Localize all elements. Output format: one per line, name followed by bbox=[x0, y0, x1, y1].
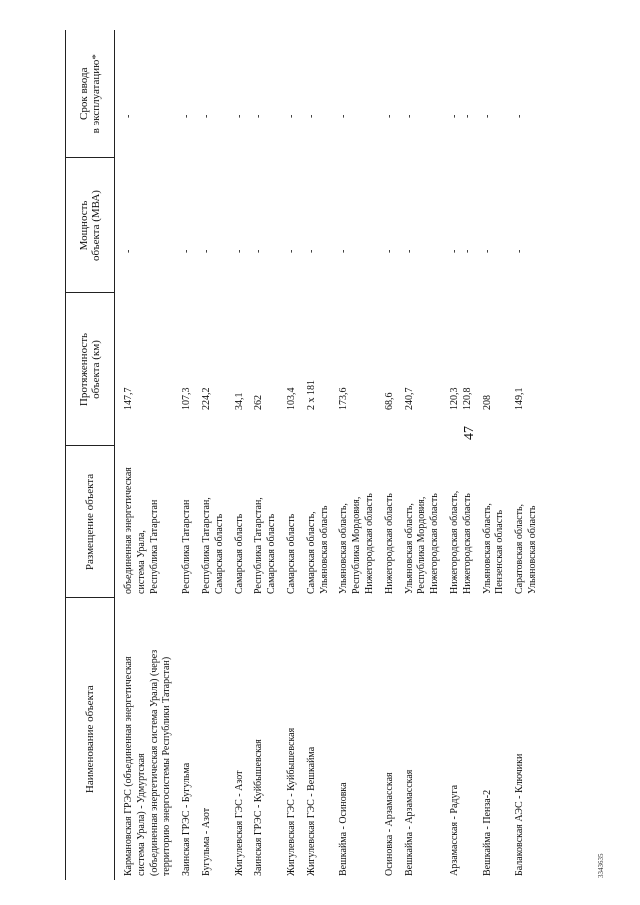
cell-commissioning-term: - bbox=[181, 114, 193, 118]
cell-object-length: 240,7 bbox=[403, 387, 415, 410]
cell-object-power: - bbox=[514, 249, 526, 253]
cell-object-power: - bbox=[285, 249, 297, 253]
table-row bbox=[338, 30, 383, 880]
cell-object-power: - bbox=[383, 249, 395, 253]
cell-commissioning-term: - - bbox=[448, 114, 473, 118]
cell-object-name: Заинская ГРЭС - Бугульма bbox=[181, 762, 193, 876]
header-object-location: Размещение объекта bbox=[66, 446, 115, 598]
table-row bbox=[404, 30, 449, 880]
cell-commissioning-term: - bbox=[123, 114, 134, 118]
cell-object-name: Вешкайма - Арзамасская bbox=[403, 769, 415, 876]
cell-object-name: Жигулевская ГЭС - Азот bbox=[233, 770, 245, 876]
cell-object-name: Осиновка - Арзамасская bbox=[383, 772, 395, 876]
cell-object-length: 68,6 bbox=[383, 392, 395, 410]
cell-object-location: Самарская область bbox=[285, 513, 297, 594]
page-number: 47 bbox=[462, 426, 477, 440]
table-header bbox=[66, 30, 115, 880]
cell-object-power: - bbox=[123, 249, 134, 253]
cell-object-power: - bbox=[403, 249, 415, 253]
rotated-table-container bbox=[65, 30, 565, 880]
table-row bbox=[449, 30, 482, 880]
cell-commissioning-term: - bbox=[253, 114, 265, 118]
table-row bbox=[286, 30, 306, 880]
cell-object-length: 208 bbox=[481, 395, 493, 410]
table-row bbox=[234, 30, 254, 880]
cell-object-location: Республика Татарстан bbox=[181, 499, 193, 594]
cell-object-length: 120,3 120,8 bbox=[448, 387, 473, 410]
cell-object-name: Жигулевская ГЭС - Вешкайма bbox=[305, 746, 317, 876]
cell-commissioning-term: - bbox=[514, 114, 526, 118]
header-commissioning-term: Срок ввода в эксплуатацию* bbox=[66, 30, 115, 158]
table-row bbox=[384, 30, 404, 880]
table-row bbox=[253, 30, 286, 880]
cell-object-name: Жигулевская ГЭС - Куйбышевская bbox=[285, 727, 297, 876]
table-row bbox=[181, 30, 201, 880]
cell-object-name: Арзамасская - Радуга bbox=[448, 784, 460, 876]
cell-object-location: Ульяновская область, Пензенская область bbox=[481, 503, 506, 594]
cell-object-location: Саратовская область, Ульяновская область bbox=[514, 503, 538, 594]
cell-object-power: - bbox=[253, 249, 265, 253]
cell-object-length: 149,1 bbox=[514, 387, 526, 410]
cell-object-length: 262 bbox=[253, 395, 265, 410]
cell-commissioning-term: - bbox=[233, 114, 245, 118]
cell-object-location: Самарская область bbox=[233, 513, 245, 594]
cell-commissioning-term: - bbox=[481, 114, 493, 118]
cell-object-power: - bbox=[481, 249, 493, 253]
cell-object-name: Вешкайма - Осиновка bbox=[338, 782, 350, 876]
table-body bbox=[115, 30, 547, 880]
cell-object-location: Республика Татарстан, Самарская область bbox=[253, 497, 278, 594]
cell-object-location: Ульяновская область, Республика Мордовия, Нижегородская область bbox=[338, 493, 375, 594]
header-object-length: Протяженность объекта (км) bbox=[66, 293, 115, 446]
cell-commissioning-term: - bbox=[383, 114, 395, 118]
cell-object-name: Кармановская ГРЭС (объединенная энергетическая система Урала) - Удмуртская (объединенная энергетическая система Урала) (через территорию энергосистемы Республики Татарстан) bbox=[123, 649, 173, 876]
cell-object-location: Нижегородская область bbox=[383, 493, 395, 594]
cell-object-location: Самарская область, Ульяновская область bbox=[305, 505, 330, 594]
cell-object-power: - bbox=[305, 249, 317, 253]
cell-object-location: Республика Татарстан, Самарская область bbox=[200, 497, 225, 594]
cell-object-length: 147,7 bbox=[123, 387, 134, 410]
table-row bbox=[201, 30, 234, 880]
cell-object-power: - bbox=[181, 249, 193, 253]
cell-object-length: 2 х 181 bbox=[305, 380, 317, 410]
table-header-row bbox=[66, 30, 115, 880]
cell-object-name: Заинская ГРЭС - Куйбышевская bbox=[253, 739, 265, 876]
table-row bbox=[514, 30, 547, 880]
cell-object-location: Ульяновская область, Республика Мордовия, Нижегородская область bbox=[403, 493, 441, 594]
cell-object-name: Бугульма - Азот bbox=[200, 807, 212, 876]
cell-commissioning-term: - bbox=[200, 114, 212, 118]
cell-object-power: - bbox=[233, 249, 245, 253]
cell-commissioning-term: - bbox=[338, 114, 350, 118]
cell-commissioning-term: - bbox=[305, 114, 317, 118]
cell-object-name: Балаковская АЭС - Ключики bbox=[514, 753, 526, 876]
header-object-power: Мощность объекта (МВА) bbox=[66, 158, 115, 293]
cell-object-location: Нижегородская область, Нижегородская область bbox=[448, 490, 473, 594]
header-object-name: Наименование объекта bbox=[66, 598, 115, 880]
cell-object-location: объединенная энергетическая система Урала, Республика Татарстан bbox=[123, 467, 160, 594]
cell-object-length: 173,6 bbox=[338, 387, 350, 410]
cell-object-length: 107,3 bbox=[181, 387, 193, 410]
cell-object-length: 103,4 bbox=[285, 387, 297, 410]
table-row bbox=[482, 30, 515, 880]
cell-commissioning-term: - bbox=[403, 114, 415, 118]
table-row bbox=[115, 30, 182, 880]
cell-object-power: - bbox=[338, 249, 350, 253]
cell-object-length: 34,1 bbox=[233, 392, 245, 410]
cell-object-name: Вешкайма - Пенза-2 bbox=[481, 789, 493, 876]
cell-object-power: - - bbox=[448, 249, 473, 253]
power-lines-table bbox=[65, 30, 547, 880]
cell-commissioning-term: - bbox=[285, 114, 297, 118]
document-code: 3343635 bbox=[597, 853, 605, 878]
cell-object-length: 224,2 bbox=[200, 387, 212, 410]
table-row bbox=[306, 30, 339, 880]
cell-object-power: - bbox=[200, 249, 212, 253]
